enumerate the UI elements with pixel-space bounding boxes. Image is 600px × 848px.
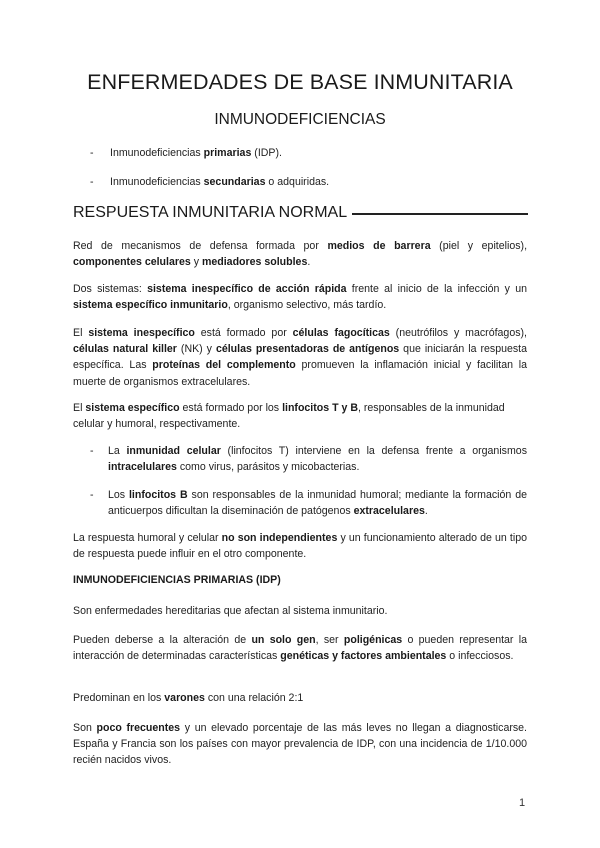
paragraph: Red de mecanismos de defensa formada por medios de barrera (piel y epitelios), componentes celulares y mediadores solubles. [73, 240, 528, 269]
paragraph: Son poco frecuentes y un elevado porcentaje de las más leves no llegan a diagnosticarse. España y Francia son los países con mayor prevalencia de IDP, con una incidencia de 1/10.000 recién nacidos vivos. [73, 722, 527, 767]
paragraph: La respuesta humoral y celular no son independientes y un funcionamiento alterado de un tipo de respuesta puede influir en el otro componente. [73, 532, 527, 561]
bullet-dash: - [90, 445, 94, 457]
subsection-heading: INMUNODEFICIENCIAS PRIMARIAS (IDP) [73, 574, 281, 586]
paragraph: El sistema inespecífico está formado por células fagocíticas (neutrófilos y macrófagos), células natural killer (NK) y células presentadoras de antígenos que iniciarán la respuesta específica. Las proteínas del complemento promueven la inflamación inicial y facilitan la muerte de organismos extracelulares. [73, 327, 528, 388]
list-item: Inmunodeficiencias secundarias o adquiridas. [110, 176, 330, 188]
list-item: Inmunodeficiencias primarias (IDP). [110, 147, 282, 159]
paragraph: Predominan en los varones con una relación 2:1 [73, 692, 304, 704]
list-item: La inmunidad celular (linfocitos T) interviene en la defensa frente a organismos intracelulares como virus, parásitos y micobacterias. [108, 445, 527, 474]
bullet-dash: - [90, 489, 94, 501]
paragraph: Son enfermedades hereditarias que afectan al sistema inmunitario. [73, 605, 388, 617]
list-item: Los linfocitos B son responsables de la inmunidad humoral; mediante la formación de anticuerpos dificultan la diseminación de patógenos extracelulares. [108, 489, 527, 518]
section-title: RESPUESTA INMUNITARIA NORMAL [73, 204, 528, 222]
paragraph: Dos sistemas: sistema inespecífico de acción rápida frente al inicio de la infección y un sistema específico inmunitario, organismo selectivo, más tardío. [73, 283, 527, 312]
bullet-dash: - [90, 147, 94, 159]
paragraph: El sistema específico está formado por los linfocitos T y B, responsables de la inmunidad celular y humoral, respectivamente. [73, 402, 505, 431]
section-rule [352, 213, 528, 214]
paragraph: Pueden deberse a la alteración de un solo gen, ser poligénicas o pueden representar la interacción de determinadas características genéticas y factores ambientales o infecciosos. [73, 634, 528, 663]
document-subtitle: INMUNODEFICIENCIAS [214, 111, 386, 128]
document-title: ENFERMEDADES DE BASE INMUNITARIA [87, 70, 513, 94]
bullet-dash: - [90, 176, 94, 188]
page-number: 1 [519, 797, 526, 809]
